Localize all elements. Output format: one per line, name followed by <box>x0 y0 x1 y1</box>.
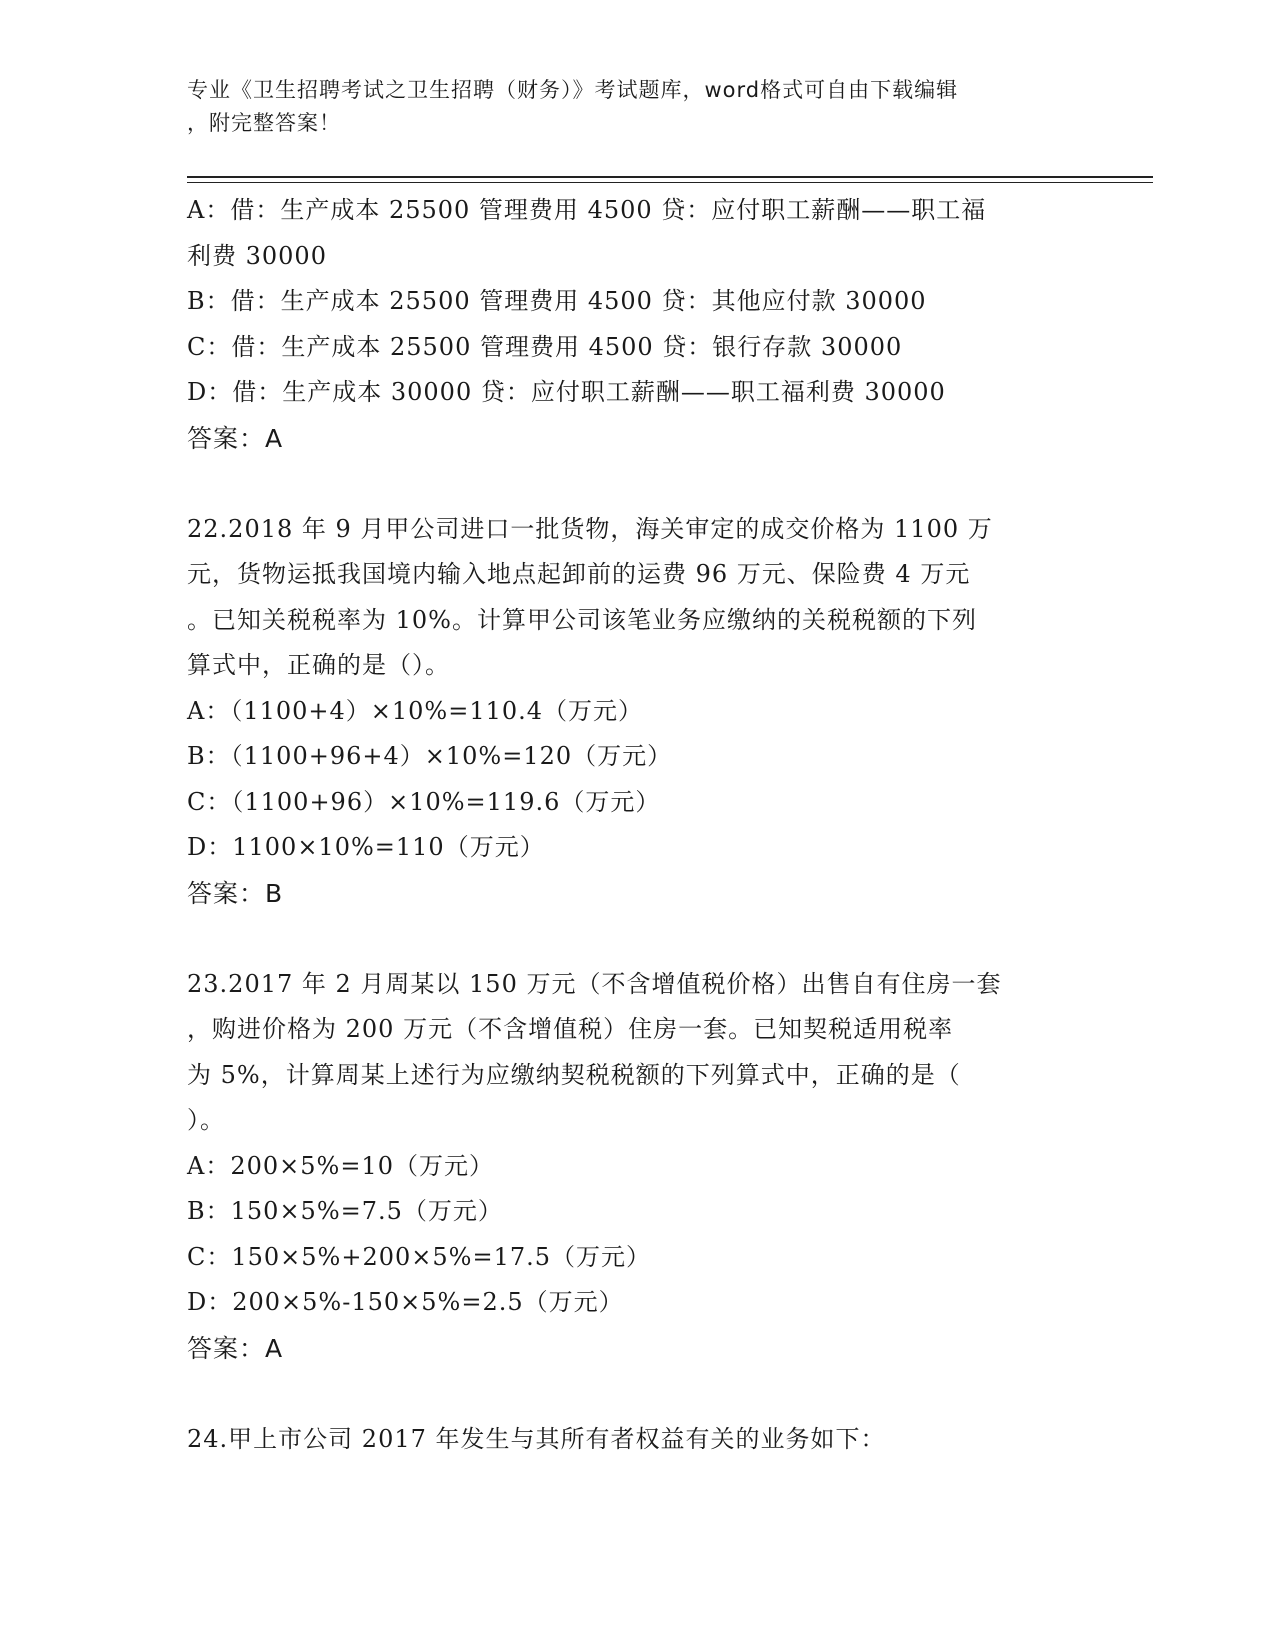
q24-stem: 24.甲上市公司 2017 年发生与其所有者权益有关的业务如下： <box>187 1424 886 1453</box>
header-divider-thin <box>187 182 1153 183</box>
q22-answer: 答案：B <box>187 878 284 908</box>
header-line-2: ，附完整答案！ <box>187 111 341 135</box>
spacer <box>187 916 1087 962</box>
q22-stem-line-3: 。已知关税税率为 10%。计算甲公司该笔业务应缴纳的关税税额的下列 <box>187 605 977 634</box>
header-line-1: 专业《卫生招聘考试之卫生招聘（财务）》考试题库，word格式可自由下载编辑 <box>187 78 959 102</box>
q22-option-b: B：（1100+96+4）×10%=120（万元） <box>187 742 673 770</box>
q21-answer: 答案：A <box>187 423 284 453</box>
q23-stem-line-3: 为 5%，计算周某上述行为应缴纳契税税额的下列算式中，正确的是（ <box>187 1060 961 1089</box>
q22-option-d: D：1100×10%=110（万元） <box>187 833 545 861</box>
q22-stem-line-1: 22.2018 年 9 月甲公司进口一批货物，海关审定的成交价格为 1100 万 <box>187 514 993 543</box>
question-content <box>187 188 1087 1462</box>
q22-stem-line-2: 元，货物运抵我国境内输入地点起卸前的运费 96 万元、保险费 4 万元 <box>187 560 971 588</box>
spacer <box>187 461 1087 507</box>
q23-answer: 答案：A <box>187 1333 284 1363</box>
header-divider-thick <box>187 176 1153 178</box>
q23-option-b: B：150×5%=7.5（万元） <box>187 1197 503 1225</box>
document-header <box>187 74 1067 140</box>
q21-option-c: C：借：生产成本 25500 管理费用 4500 贷：银行存款 30000 <box>187 332 903 361</box>
q21-option-d: D：借：生产成本 30000 贷：应付职工薪酬——职工福利费 30000 <box>187 378 946 406</box>
q23-option-c: C：150×5%+200×5%=17.5（万元） <box>187 1242 652 1271</box>
spacer <box>187 1371 1087 1417</box>
question-23 <box>187 962 1087 1372</box>
q23-option-a: A：200×5%=10（万元） <box>187 1151 494 1180</box>
q23-stem-line-1: 23.2017 年 2 月周某以 150 万元（不含增值税价格）出售自有住房一套 <box>187 969 1002 998</box>
q23-stem-line-4: ）。 <box>187 1106 225 1134</box>
q22-option-a: A：（1100+4）×10%=110.4（万元） <box>187 696 644 725</box>
q22-option-c: C：（1100+96）×10%=119.6（万元） <box>187 787 661 816</box>
q21-option-b: B：借：生产成本 25500 管理费用 4500 贷：其他应付款 30000 <box>187 287 927 315</box>
question-21 <box>187 188 1087 461</box>
question-24 <box>187 1417 1087 1463</box>
question-22 <box>187 507 1087 917</box>
q23-stem-line-2: ，购进价格为 200 万元（不含增值税）住房一套。已知契税适用税率 <box>187 1015 954 1043</box>
q23-option-d: D：200×5%-150×5%=2.5（万元） <box>187 1288 624 1316</box>
q21-option-a-line-2: 利费 30000 <box>187 241 327 270</box>
q21-option-a-line-1: A：借：生产成本 25500 管理费用 4500 贷：应付职工薪酬——职工福 <box>187 196 987 224</box>
q22-stem-line-4: 算式中，正确的是（）。 <box>187 651 450 679</box>
